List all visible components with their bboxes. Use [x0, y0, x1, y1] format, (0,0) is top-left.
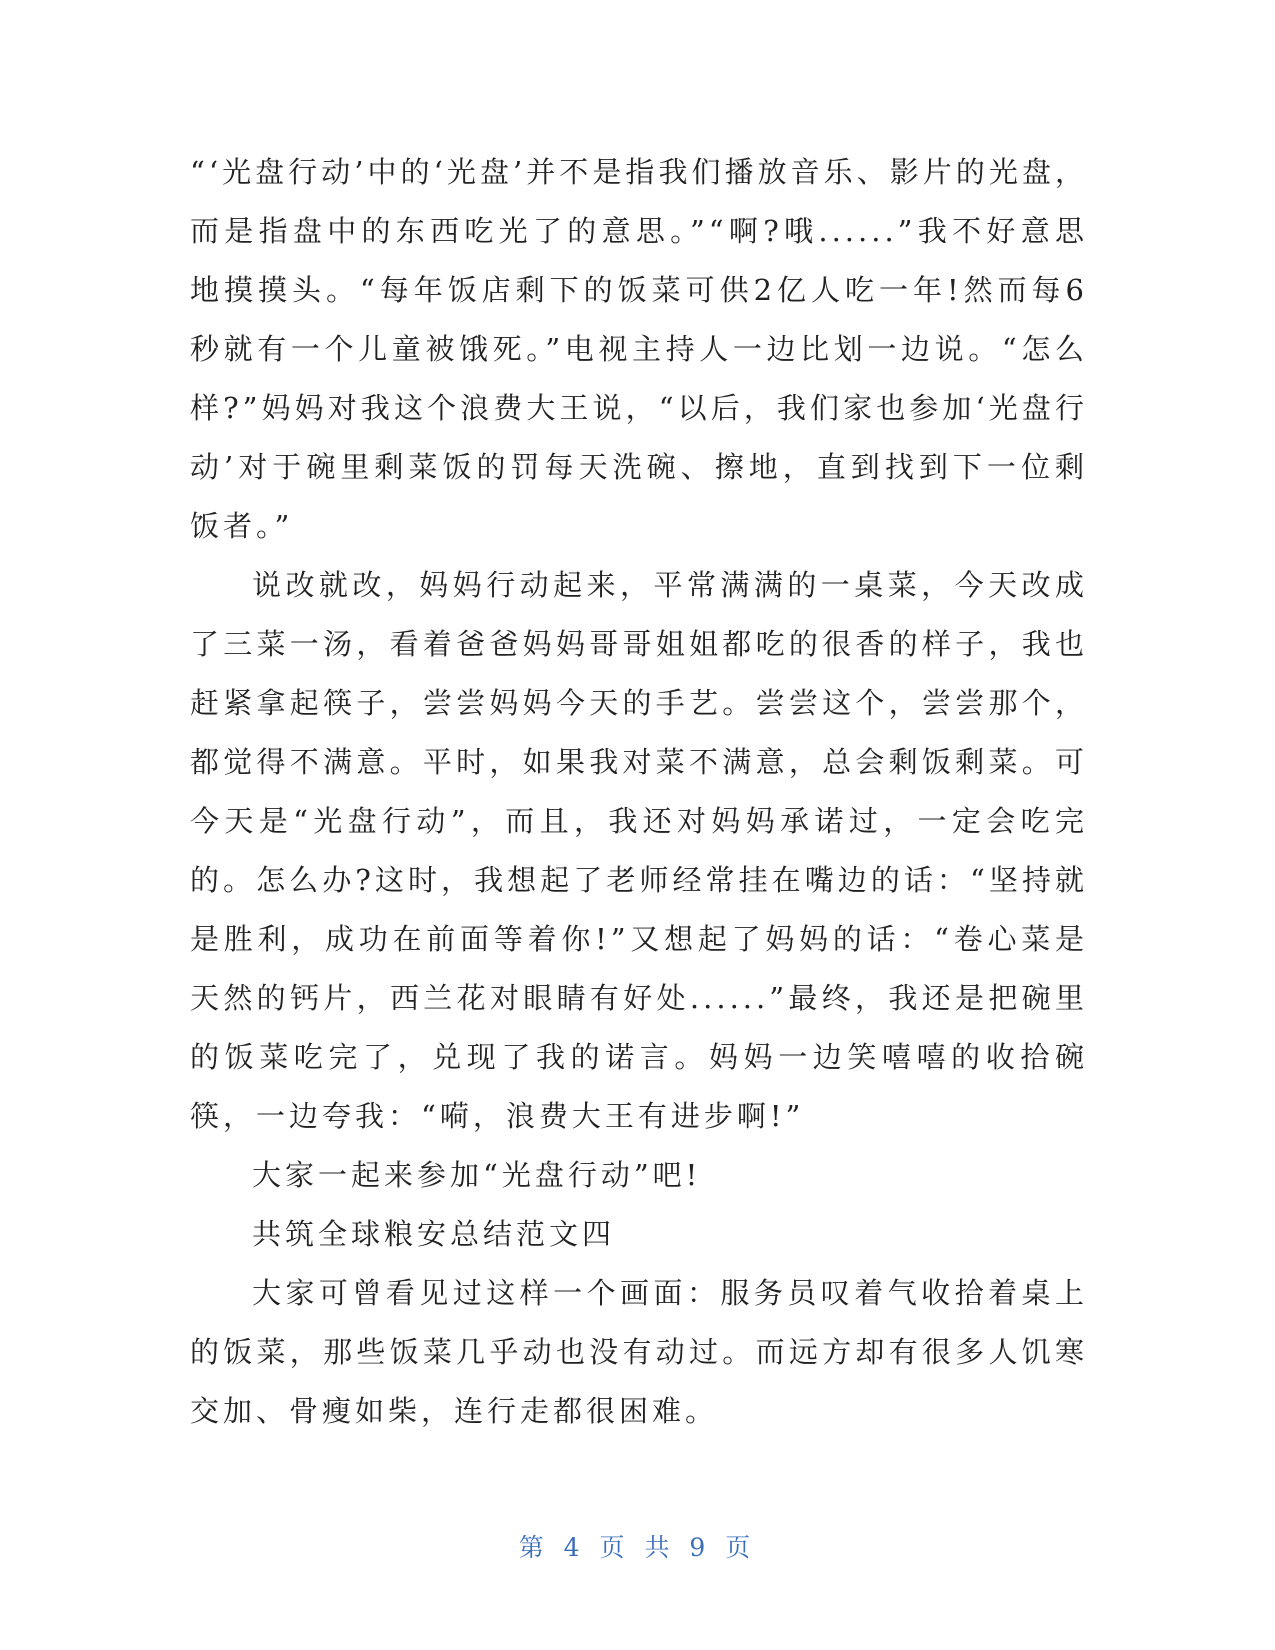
paragraph-call-to-action: 大家一起来参加“光盘行动”吧! — [252, 1158, 702, 1192]
page-footer — [0, 1533, 1275, 1563]
paragraph-intro: “‘光盘行动’中的‘光盘’并不是指我们播放音乐、影片的光盘，而是指盘中的东西吃光了的意思。”“啊?哦......”我不好意思地摸摸头。“每年饭店剩下的饭菜可供2亿人吃一年!然而每6秒就有一个儿童被饿死。”电视主持人一边比划一边说。“怎么样?”妈妈对我这个浪费大王说，“以后，我们家也参加‘光盘行动’对于碗里剩菜饭的罚每天洗碗、擦地，直到找到下一位剩饭者。” — [190, 155, 1088, 543]
footer-prefix: 第 — [518, 1533, 550, 1562]
footer-middle: 页 共 — [599, 1533, 676, 1562]
footer-current-page: 4 — [563, 1533, 586, 1562]
document-body — [190, 143, 1088, 1441]
paragraph-opening: 大家可曾看见过这样一个画面：服务员叹着气收拾着桌上的饭菜，那些饭菜几乎动也没有动过。而远方却有很多人饥寒交加、骨瘦如柴，连行走都很困难。 — [190, 1276, 1088, 1428]
section-heading: 共筑全球粮安总结范文四 — [252, 1217, 616, 1251]
paragraph-story: 说改就改，妈妈行动起来，平常满满的一桌菜，今天改成了三菜一汤，看着爸爸妈妈哥哥姐姐都吃的很香的样子，我也赶紧拿起筷子，尝尝妈妈今天的手艺。尝尝这个，尝尝那个，都觉得不满意。平时，如果我对菜不满意，总会剩饭剩菜。可今天是“光盘行动”，而且，我还对妈妈承诺过，一定会吃完的。怎么办?这时，我想起了老师经常挂在嘴边的话：“坚持就是胜利，成功在前面等着你!”又想起了妈妈的话：“卷心菜是天然的钙片，西兰花对眼睛有好处......”最终，我还是把碗里的饭菜吃完了，兑现了我的诺言。妈妈一边笑嘻嘻的收拾碗筷，一边夸我：“嗬，浪费大王有进步啊!” — [190, 568, 1088, 1133]
footer-total-pages: 9 — [689, 1533, 712, 1562]
footer-suffix: 页 — [725, 1533, 757, 1562]
